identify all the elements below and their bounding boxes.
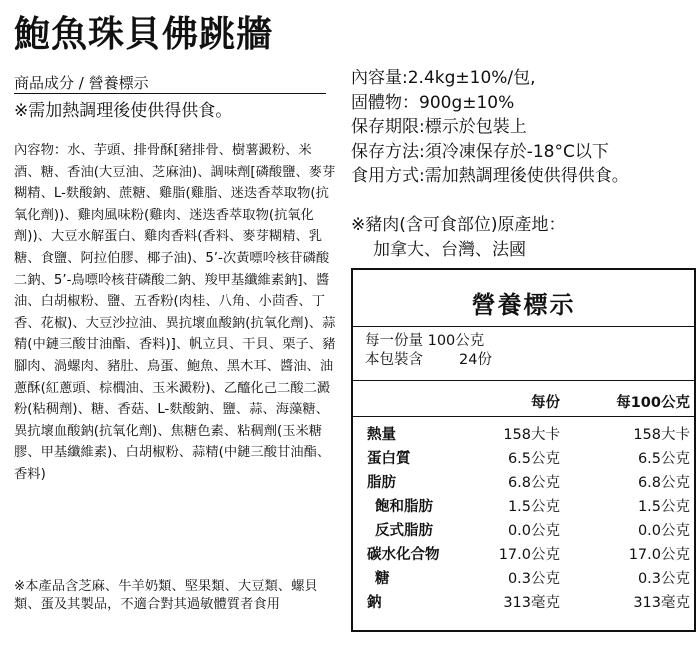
heating-notice: ※需加熱調理後使供得供食。 (14, 101, 233, 121)
divider (353, 326, 694, 327)
nutrient-name: 碳水化合物 (367, 547, 440, 563)
origin-label: ※豬肉(含可食部位)原產地： (351, 215, 566, 235)
nutrient-name: 鈉 (367, 595, 382, 611)
servings-value: 24份 (459, 352, 492, 368)
nutrient-per-serving: 6.8公克 (507, 475, 560, 491)
nutrient-per-serving: 0.3公克 (507, 571, 560, 587)
nutrient-row-sodium (353, 591, 694, 613)
product-info (351, 66, 696, 189)
servings-label: 本包裝含 (365, 352, 423, 368)
nutrient-per-100g: 158大卡 (633, 427, 690, 443)
solid-content: 固體物：900g±10% (351, 92, 515, 113)
divider (353, 380, 694, 381)
nutrient-row-saturated-fat (353, 495, 694, 517)
product-title: 鮑魚珠貝佛跳牆 (14, 14, 274, 55)
serving-info (365, 332, 492, 370)
nutrient-row-fat (353, 471, 694, 493)
nutrient-per-serving: 313毫克 (503, 595, 560, 611)
nutrient-name: 脂肪 (367, 475, 396, 491)
col-per-100g: 每100公克 (616, 395, 690, 411)
nutrient-per-serving: 1.5公克 (507, 499, 560, 515)
nutrient-per-100g: 0.0公克 (637, 523, 690, 539)
nutrient-per-serving: 0.0公克 (507, 523, 560, 539)
nutrient-name: 蛋白質 (367, 451, 411, 467)
nutrient-row-carbohydrate (353, 543, 694, 565)
storage-method: 保存方法:須冷凍保存於-18°C以下 (351, 141, 609, 162)
nutrient-per-serving: 6.5公克 (507, 451, 560, 467)
divider (353, 416, 694, 417)
nutrition-title: 營養標示 (471, 291, 576, 319)
nutrient-per-serving: 158大卡 (503, 427, 560, 443)
origin-countries: 加拿大、台灣、法國 (373, 239, 526, 260)
nutrient-name: 反式脂肪 (375, 523, 433, 539)
nutrient-name: 飽和脂肪 (375, 499, 433, 515)
usage-method: 食用方式:需加熱調理後使供得供食。 (351, 166, 629, 186)
section-subtitle: 商品成分 / 營養標示 (14, 74, 149, 92)
nutrient-per-100g: 1.5公克 (637, 499, 690, 515)
nutrient-per-100g: 6.5公克 (637, 451, 690, 467)
serving-size: 每一份量 100公克 (365, 333, 485, 349)
nutrient-per-100g: 6.8公克 (637, 475, 690, 491)
net-content: 內容量:2.4kg±10%/包, (351, 68, 536, 88)
nutrient-row-protein (353, 447, 694, 469)
nutrient-row-energy (353, 423, 694, 445)
nutrient-name: 糖 (375, 571, 390, 587)
nutrient-name: 熱量 (367, 427, 396, 443)
subtitle-divider (14, 93, 326, 94)
ingredients-text: 內容物：水、芋頭、排骨酥[豬排骨、樹薯澱粉、米酒、糖、香油(大豆油、芝麻油)、調味劑[磷酸鹽、麥芽糊精、L-麩酸鈉、蔗糖、雞脂(雞脂、迷迭香萃取物(抗氧化劑))、雞肉風味粉(雞肉、迷迭香萃取物(抗氧化劑))、大豆水解蛋白、雞肉香料(香料、麥芽糊精、乳糖、食鹽、阿拉伯膠、椰子油)、5’-次黃嘌呤核苷磷酸二鈉、5’-鳥嘌呤核苷磷酸二鈉、羧甲基纖維素鈉]、醬油、白胡椒粉、鹽、五香粉(肉桂、八角、小茴香、丁香、花椒)、大豆沙拉油、異抗壞血酸鈉(抗氧化劑)、蒜精(中鏈三酸甘油酯、香料)]、帆立貝、干貝、栗子、豬腳肉、渦螺肉、豬肚、鳥蛋、鮑魚、黑木耳、醬油、油蔥酥(紅蔥頭、棕櫚油、玉米澱粉)、乙醯化己二酸二澱粉(粘稠劑)、糖、香菇、L-麩酸鈉、鹽、蒜、海藻糖、異抗壞血酸鈉(抗氧化劑)、焦糖色素、粘稠劑(玉米糖膠、甲基纖維素)、白胡椒粉、蒜精(中鏈三酸甘油酯、香料) (14, 143, 336, 482)
nutrient-per-100g: 313毫克 (633, 595, 690, 611)
nutrient-row-sugar (353, 567, 694, 589)
nutrient-row-trans-fat (353, 519, 694, 541)
nutrient-per-100g: 0.3公克 (637, 571, 690, 587)
nutrient-per-100g: 17.0公克 (628, 547, 690, 563)
nutrition-panel (351, 268, 696, 632)
allergen-warning: ※本產品含芝麻、牛羊奶類、堅果類、大豆類、螺貝類、蛋及其製品，不適合對其過敏體質者食用 (14, 579, 318, 612)
shelf-life: 保存期限:標示於包裝上 (351, 117, 527, 137)
nutrient-per-serving: 17.0公克 (498, 547, 560, 563)
pork-origin (351, 213, 696, 262)
col-per-serving: 每份 (531, 395, 560, 411)
